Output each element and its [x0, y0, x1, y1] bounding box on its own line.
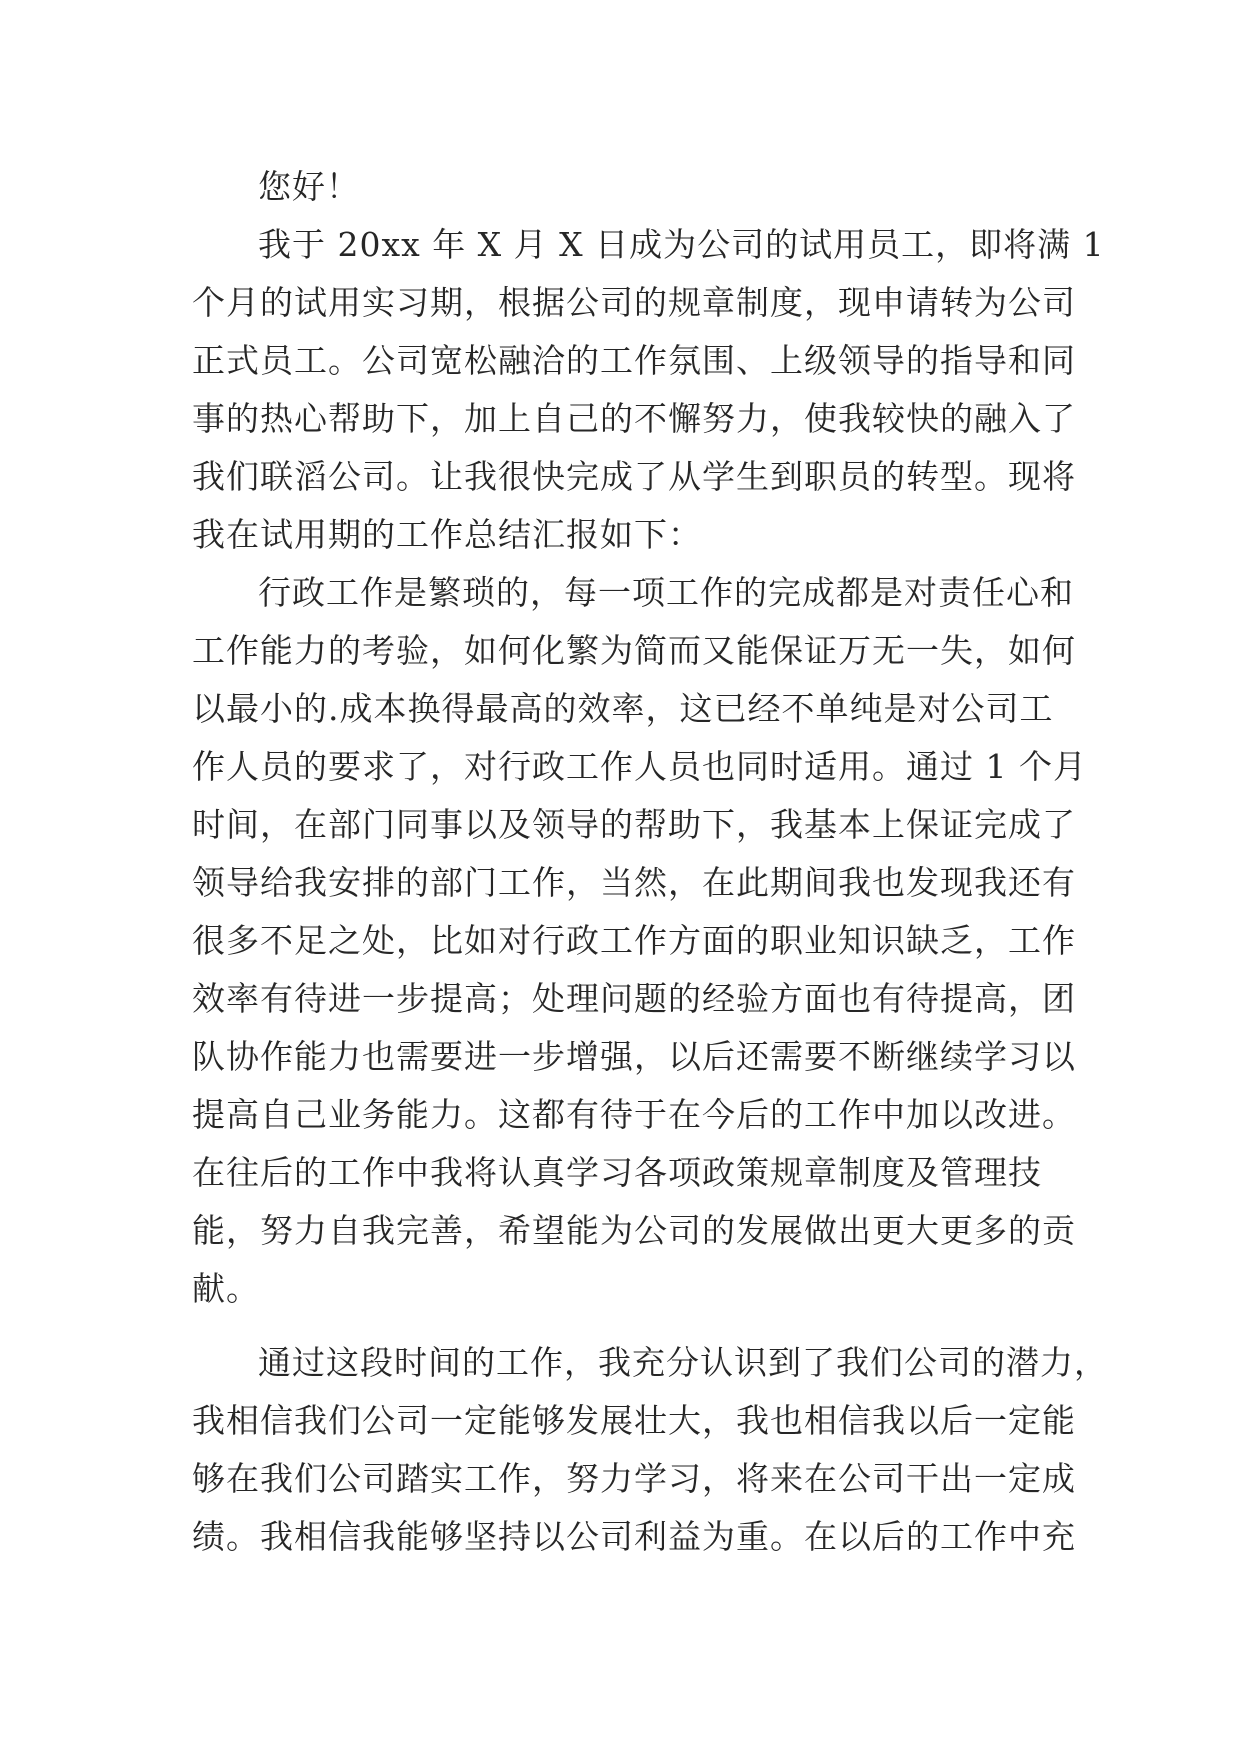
paragraph-line: 领导给我安排的部门工作，当然，在此期间我也发现我还有 — [192, 863, 1076, 902]
paragraph-3 — [192, 1334, 1108, 1566]
document-body — [192, 158, 1108, 1566]
paragraph-line: 我于 20xx 年 X 月 X 日成为公司的试用员工，即将满 1 — [258, 225, 1105, 264]
paragraph-1 — [192, 216, 1105, 564]
paragraph-line: 很多不足之处，比如对行政工作方面的职业知识缺乏，工作 — [192, 921, 1076, 960]
paragraph-line: 能，努力自我完善，希望能为公司的发展做出更大更多的贡 — [192, 1211, 1076, 1250]
paragraph-2 — [192, 564, 1087, 1318]
paragraph-line: 以最小的.成本换得最高的效率，这已经不单纯是对公司工 — [192, 689, 1054, 728]
paragraph-line: 工作能力的考验，如何化繁为简而又能保证万无一失，如何 — [192, 631, 1076, 670]
paragraph-line: 通过这段时间的工作，我充分认识到了我们公司的潜力， — [258, 1343, 1108, 1382]
paragraph-line: 我在试用期的工作总结汇报如下： — [192, 515, 702, 554]
paragraph-line: 时间，在部门同事以及领导的帮助下，我基本上保证完成了 — [192, 805, 1076, 844]
paragraph-line: 队协作能力也需要进一步增强，以后还需要不断继续学习以 — [192, 1037, 1076, 1076]
paragraph-line: 个月的试用实习期，根据公司的规章制度，现申请转为公司 — [192, 283, 1076, 322]
paragraph-line: 提高自己业务能力。这都有待于在今后的工作中加以改进。 — [192, 1095, 1076, 1134]
paragraph-line: 我相信我们公司一定能够发展壮大，我也相信我以后一定能 — [192, 1401, 1076, 1440]
paragraph-line: 我们联滔公司。让我很快完成了从学生到职员的转型。现将 — [192, 457, 1076, 496]
paragraph-line: 作人员的要求了，对行政工作人员也同时适用。通过 1 个月 — [192, 747, 1087, 786]
greeting: 您好！ — [258, 167, 360, 206]
paragraph-line: 献。 — [192, 1269, 260, 1308]
paragraph-line: 够在我们公司踏实工作，努力学习，将来在公司干出一定成 — [192, 1459, 1076, 1498]
paragraph-line: 正式员工。公司宽松融洽的工作氛围、上级领导的指导和同 — [192, 341, 1076, 380]
paragraph-line: 在往后的工作中我将认真学习各项政策规章制度及管理技 — [192, 1153, 1042, 1192]
paragraph-line: 事的热心帮助下，加上自己的不懈努力，使我较快的融入了 — [192, 399, 1076, 438]
paragraph-line: 效率有待进一步提高；处理问题的经验方面也有待提高，团 — [192, 979, 1076, 1018]
paragraph-line: 行政工作是繁琐的，每一项工作的完成都是对责任心和 — [258, 573, 1074, 612]
paragraph-line: 绩。我相信我能够坚持以公司利益为重。在以后的工作中充 — [192, 1517, 1076, 1556]
paragraph-spacer — [192, 1318, 1072, 1334]
